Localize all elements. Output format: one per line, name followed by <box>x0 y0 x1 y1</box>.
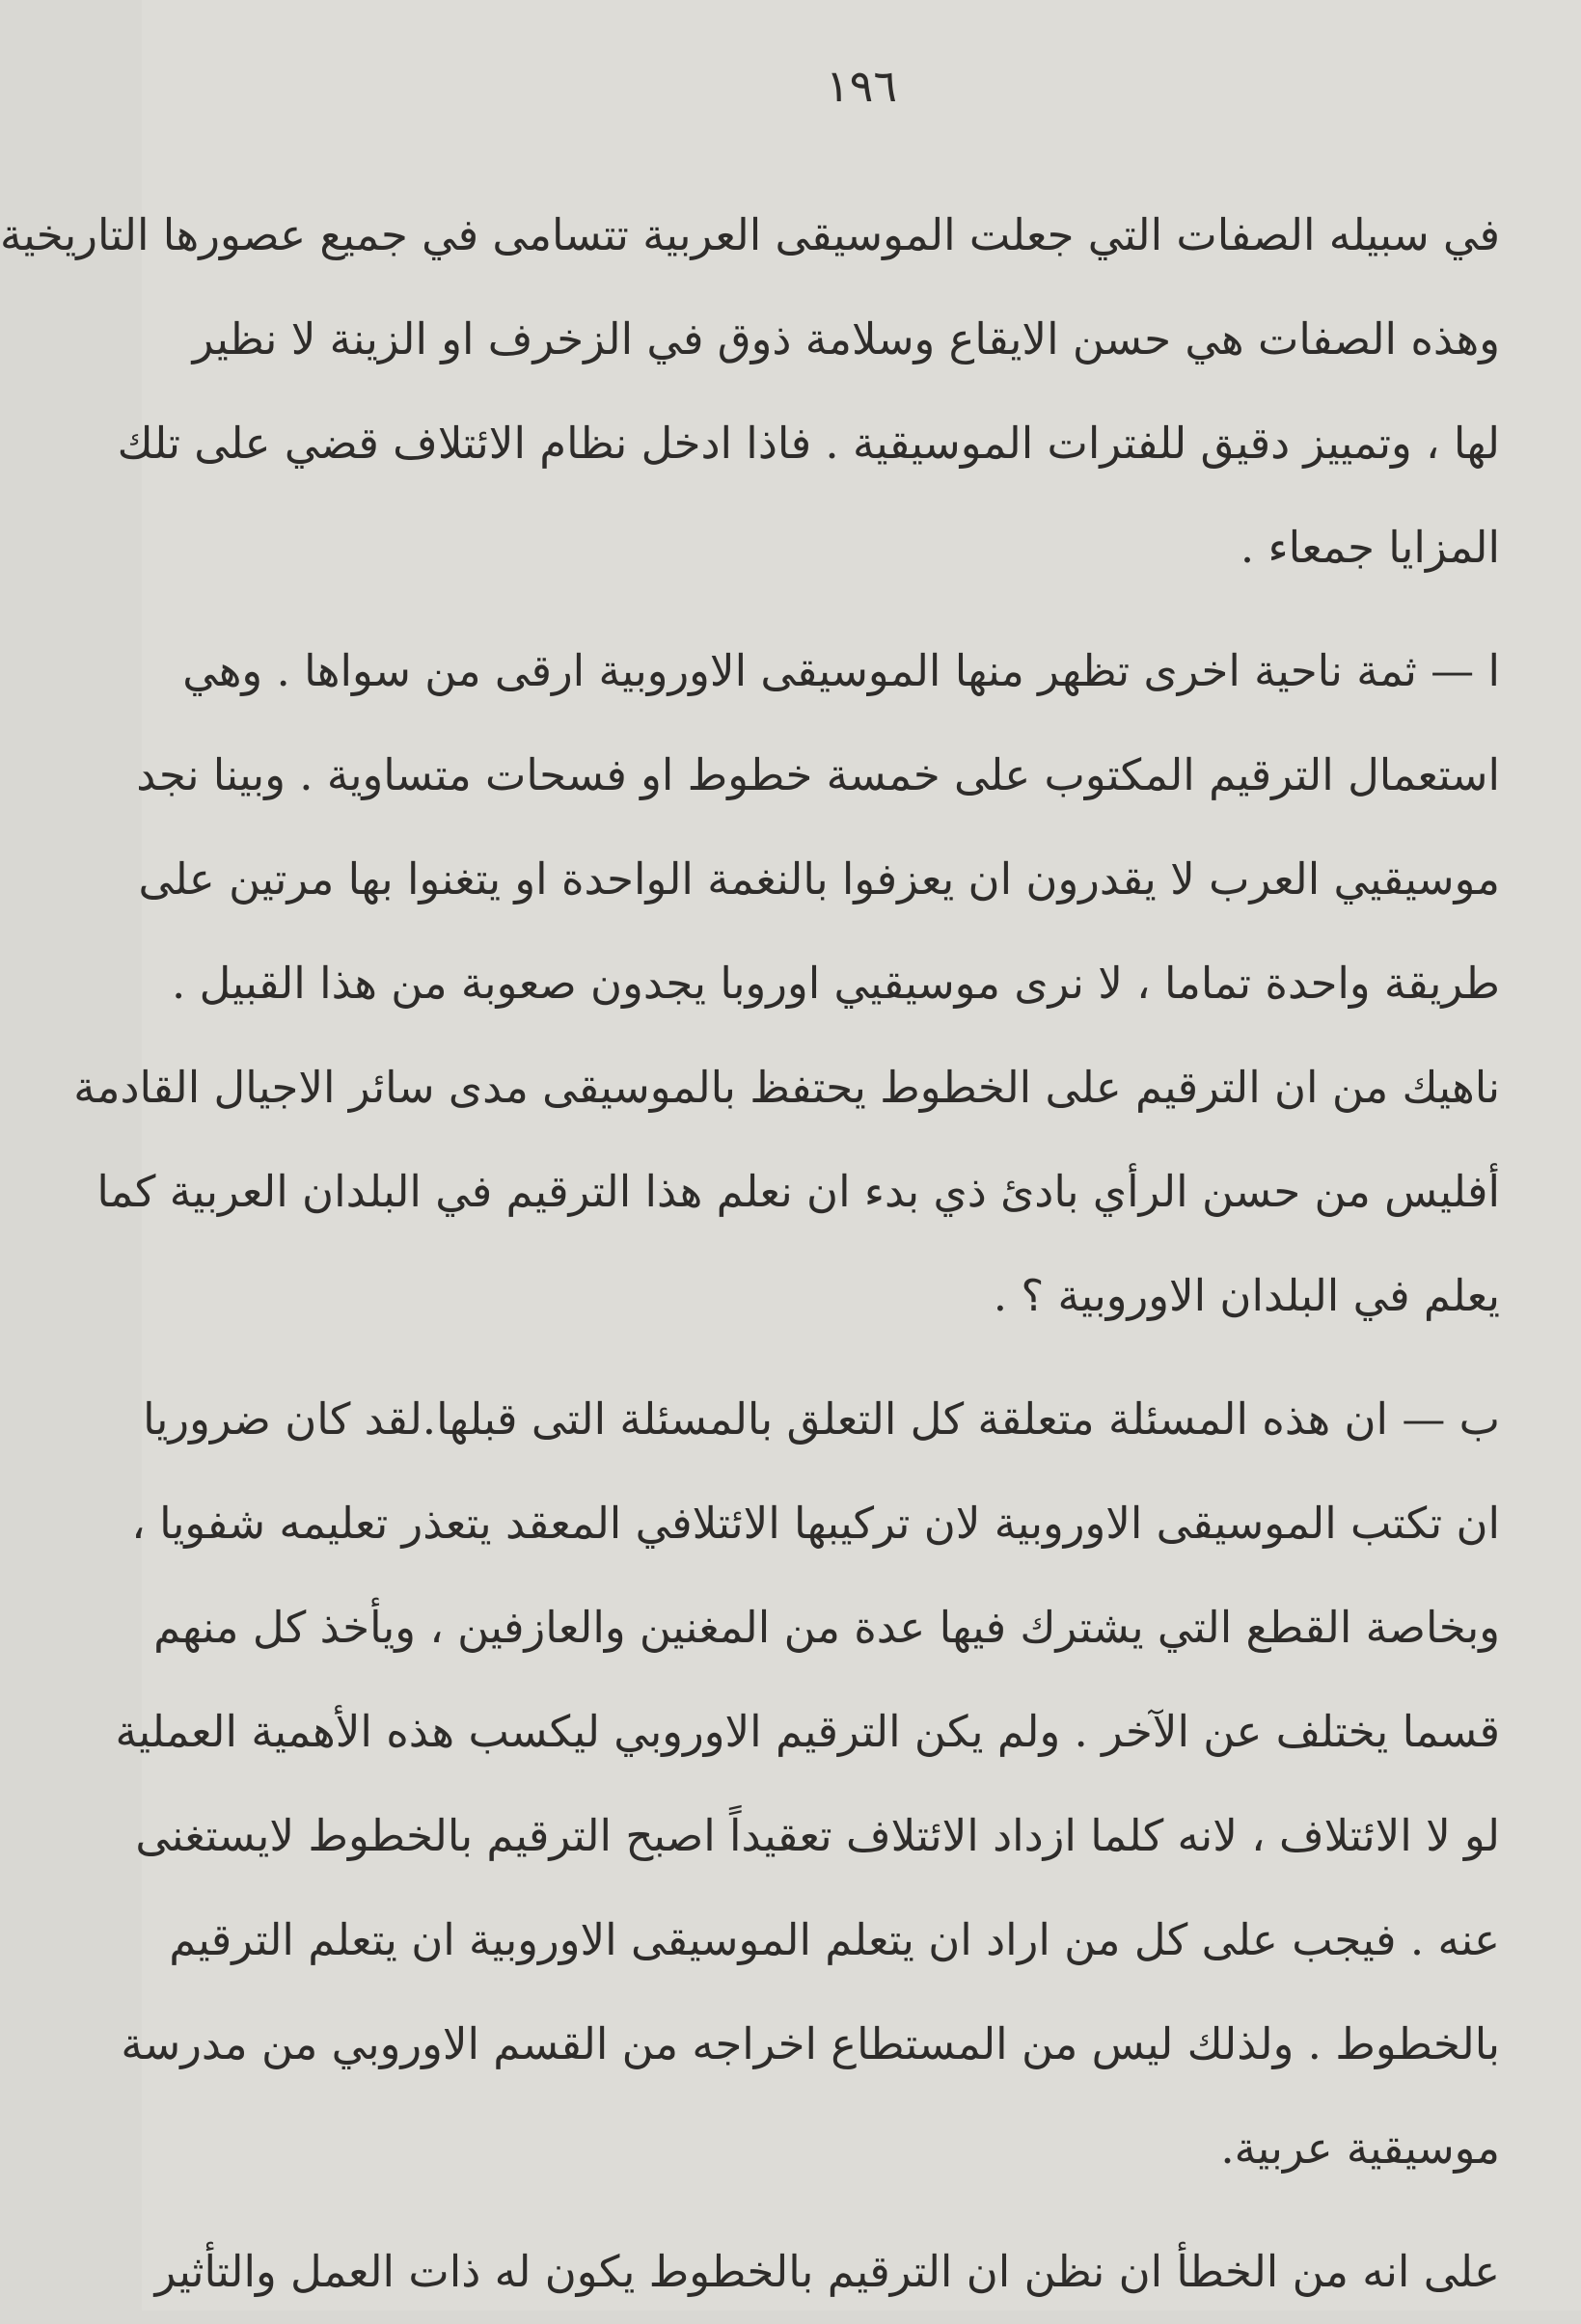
text-line: يعلم في البلدان الاوروبية ؟ . <box>993 1270 1500 1321</box>
page-number: ١٩٦ <box>825 60 898 112</box>
text-line: عنه . فيجب على كل من اراد ان يتعلم الموسيقى الاوروبية ان يتعلم الترقيم <box>169 1914 1500 1965</box>
text-line: لها ، وتمييز دقيق للفترات الموسيقية . فاذا ادخل نظام الائتلاف قضي على تلك <box>117 418 1500 469</box>
text-line: ان تكتب الموسيقى الاوروبية لان تركيبها الائتلافي المعقد يتعذر تعليمه شفويا ، <box>131 1498 1500 1549</box>
text-line: المزايا جمعاء . <box>1240 522 1500 573</box>
text-line: بالخطوط . ولذلك ليس من المستطاع اخراجه من القسم الاوروبي من مدرسة <box>121 2018 1500 2069</box>
paragraph-3 <box>115 1367 1500 2201</box>
text-line: ناهيك من ان الترقيم على الخطوط يحتفظ بالموسيقى مدى سائر الاجيال القادمة <box>73 1062 1500 1113</box>
text-line: أفليس من حسن الرأي بادئ ذي بدء ان نعلم هذا الترقيم في البلدان العربية كما <box>96 1166 1500 1217</box>
text-line: موسيقيي العرب لا يقدرون ان يعزفوا بالنغمة الواحدة او يتغنوا بها مرتين على <box>138 853 1500 905</box>
text-line: وهذه الصفات هي حسن الايقاع وسلامة ذوق في الزخرف او الزينة لا نظير <box>192 313 1500 365</box>
paragraph-2 <box>73 619 1500 1348</box>
text-line: على انه من الخطأ ان نظن ان الترقيم بالخطوط يكون له ذات العمل والتأثير <box>154 2246 1500 2297</box>
text-line: وبخاصة القطع التي يشترك فيها عدة من المغنين والعازفين ، ويأخذ كل منهم <box>153 1602 1500 1653</box>
text-line: في سبيله الصفات التي جعلت الموسيقى العربية تتسامى في جميع عصورها التاريخية <box>0 209 1500 260</box>
text-line: لو لا الائتلاف ، لانه كلما ازداد الائتلاف تعقيداً اصبح الترقيم بالخطوط لايستغنى <box>135 1810 1500 1861</box>
paragraph-4 <box>154 2220 1500 2324</box>
text-line: استعمال الترقيم المكتوب على خمسة خطوط او فسحات متساوية . وبينا نجد <box>136 749 1500 800</box>
body-text <box>0 183 1500 2324</box>
text-line: ا — ثمة ناحية اخرى تظهر منها الموسيقى الاوروبية ارقى من سواها . وهي <box>182 645 1500 696</box>
text-line: قسما يختلف عن الآخر . ولم يكن الترقيم الاوروبي ليكسب هذه الأهمية العملية <box>115 1706 1500 1757</box>
paragraph-1 <box>0 183 1500 600</box>
text-line: ب — ان هذه المسئلة متعلقة كل التعلق بالمسئلة التى قبلها.لقد كان ضروريا <box>143 1393 1500 1445</box>
text-line: موسيقية عربية. <box>1220 2122 1500 2174</box>
text-line: طريقة واحدة تماما ، لا نرى موسيقيي اوروبا يجدون صعوبة من هذا القبيل . <box>171 958 1500 1009</box>
